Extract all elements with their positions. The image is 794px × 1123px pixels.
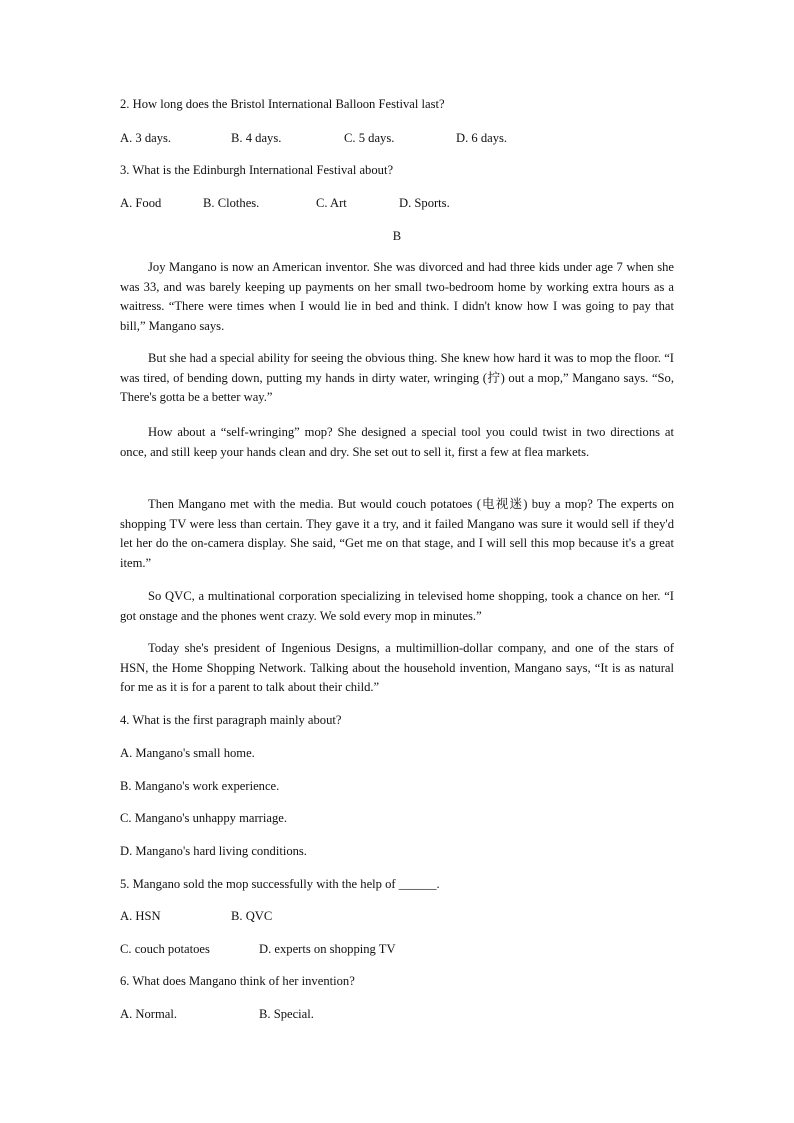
q5-option-d: D. experts on shopping TV [259,942,396,956]
question-2: 2. How long does the Bristol International Balloon Festival last? [120,97,445,111]
q6-option-b: B. Special. [259,1007,314,1021]
q3-option-a: A. Food [120,196,162,210]
q4-option-d: D. Mangano's hard living conditions. [120,844,307,858]
q6-option-a: A. Normal. [120,1007,178,1021]
q4-option-c: C. Mangano's unhappy marriage. [120,811,287,825]
question-6: 6. What does Mangano think of her invention? [120,974,355,988]
passage-paragraph-4 [120,495,674,573]
question-4: 4. What is the first paragraph mainly about? [120,713,342,727]
paragraph-text: But she had a special ability for seeing the obvious thing. She knew how hard it was to mop the floor. “I was tired, of bending down, putting my hands in dirty water, wringing (拧) out a mop,” Mangano says. “So, There's gotta be a better way.” [120,351,674,404]
paragraph-text: Today she's president of Ingenious Designs, a multimillion-dollar company, and one of the stars of HSN, the Home Shopping Network. Talking about the household invention, Mangano says, “It is as natural for me as it is for a parent to talk about their child.” [120,641,674,694]
q2-option-c: C. 5 days. [344,131,395,145]
paragraph-text: Then Mangano met with the media. But would couch potatoes (电视迷) buy a mop? The experts on shopping TV were less than certain. They gave it a try, and it failed Mangano was sure it would sell if they'd let her do the on-camera display. She said, “Get me on that stage, and I will sell this mop because it's a great item.” [120,497,674,570]
q4-option-b: B. Mangano's work experience. [120,779,280,793]
q3-option-d: D. Sports. [399,196,450,210]
q5-option-a: A. HSN [120,909,161,923]
passage-paragraph-5 [120,587,674,626]
passage-paragraph-3 [120,423,674,462]
q2-option-a: A. 3 days. [120,131,172,145]
paragraph-text: Joy Mangano is now an American inventor. She was divorced and had three kids under age 7 when she was 33, and was barely keeping up payments on her small two-bedroom home by working extra hours as a waitress. “There were times when I would lie in bed and think. I didn't know how I was going to pay that bill,” Mangano says. [120,260,674,333]
q3-option-b: B. Clothes. [203,196,260,210]
question-3: 3. What is the Edinburgh International Festival about? [120,163,394,177]
q2-option-b: B. 4 days. [231,131,282,145]
passage-paragraph-6 [120,639,674,698]
q2-option-d: D. 6 days. [456,131,508,145]
q4-option-a: A. Mangano's small home. [120,746,255,760]
q3-option-c: C. Art [316,196,347,210]
paragraph-text: So QVC, a multinational corporation specializing in televised home shopping, took a chance on her. “I got onstage and the phones went crazy. We sold every mop in minutes.” [120,589,674,623]
passage-paragraph-1 [120,258,674,336]
paragraph-text: How about a “self-wringing” mop? She designed a special tool you could twist in two directions at once, and still keep your hands clean and dry. She set out to sell it, first a few at flea markets. [120,425,674,459]
section-label: B [392,229,402,243]
q5-option-c: C. couch potatoes [120,942,210,956]
q5-option-b: B. QVC [231,909,273,923]
question-5: 5. Mangano sold the mop successfully with the help of ______. [120,877,440,891]
passage-paragraph-2 [120,349,674,408]
